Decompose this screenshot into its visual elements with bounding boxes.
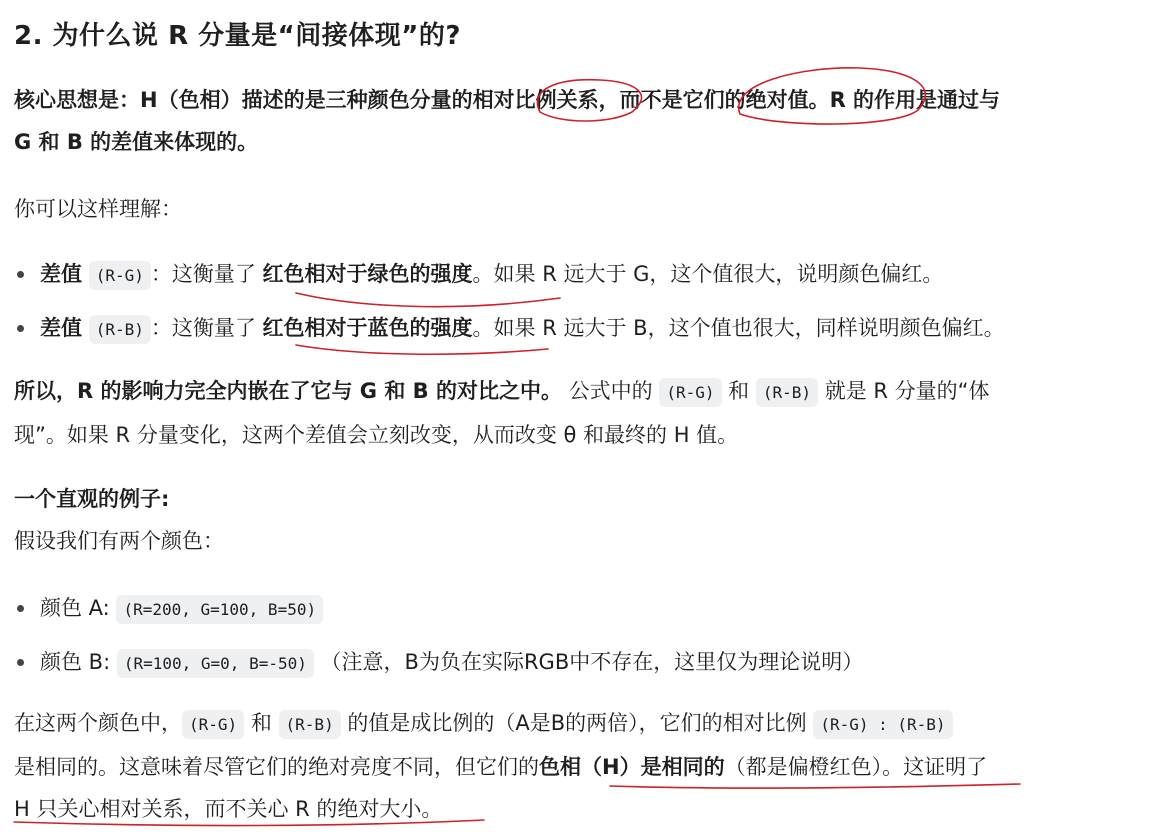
conclusion-paragraph <box>14 702 987 830</box>
example-intro: 假设我们有两个颜色： <box>14 529 224 553</box>
inline-code: (R-B) <box>279 710 341 739</box>
list-item <box>14 248 1005 302</box>
section-heading: 2. 为什么说 R 分量是“间接体现”的? <box>14 21 461 51</box>
list-item <box>14 636 863 690</box>
item-colon: ：这衡量了 <box>150 262 263 286</box>
inline-code: (R-B) <box>756 378 818 407</box>
item-label: 差值 <box>40 262 82 286</box>
inline-code: (R-G) <box>89 261 151 290</box>
conclusion-p1: 在这两个颜色中， <box>14 711 182 735</box>
list-item <box>14 302 1005 356</box>
summary-strong: 所以，R 的影响力完全内嵌在了它与 G 和 B 的对比之中。 <box>14 379 562 403</box>
conclusion-l2d: 。这证明了 <box>882 755 988 779</box>
color-list <box>14 582 863 690</box>
core-idea-text-line2: G 和 B 的差值来体现的。 <box>14 130 259 154</box>
inline-code: (R-B) <box>89 315 151 344</box>
inline-code: (R-G) <box>659 378 721 407</box>
inline-code: (R-G) <box>182 710 244 739</box>
example-title: 一个直观的例子: <box>14 487 170 511</box>
list-item <box>14 582 863 636</box>
conclusion-p3: 的值是成比例的（A是B的两倍），它们的相对比例 <box>340 711 814 735</box>
summary-line2: 现”。如果 R 分量变化，这两个差值会立刻改变，从而改变 θ 和最终的 H 值。 <box>14 423 739 447</box>
bullet-dot <box>17 659 24 666</box>
bullet-dot <box>17 325 24 332</box>
summary-mid: 和 <box>721 379 756 403</box>
color-note: （注意，B为负在实际RGB中不存在，这里仅为理论说明） <box>313 650 864 674</box>
summary-post: 就是 R 分量的“体 <box>818 379 990 403</box>
conclusion-strong: 色相（H）是相同的 <box>539 755 725 779</box>
color-label: 颜色 B: <box>40 650 117 674</box>
item-label: 差值 <box>40 316 82 340</box>
core-idea-text: H（色相）描述的是三种颜色分量的相对比例关系，而不是它们的绝对值 <box>140 88 809 112</box>
item-rest: 。如果 R 远大于 B，这个值也很大，同样说明颜色偏红。 <box>472 316 1005 340</box>
item-rest: 。如果 R 远大于 G，这个值很大，说明颜色偏红。 <box>472 262 944 286</box>
bullet-dot <box>17 605 24 612</box>
intro-paragraph: 你可以这样理解： <box>14 197 182 221</box>
core-idea-text-cont: 。R 的作用是通过与 <box>808 88 1001 112</box>
summary-paragraph <box>14 370 990 456</box>
conclusion-l2c: （都是偏橙红色） <box>724 755 883 779</box>
core-idea-paragraph <box>14 79 1000 163</box>
color-label: 颜色 A: <box>40 596 117 620</box>
inline-code: (R=100, G=0, B=-50) <box>117 649 314 678</box>
conclusion-p2: 和 <box>244 711 279 735</box>
inline-code: (R-G) : (R-B) <box>813 710 952 739</box>
conclusion-line3: H 只关心相对关系，而不关心 R 的绝对大小。 <box>14 797 443 821</box>
difference-list <box>14 248 1005 356</box>
summary-pre: 公式中的 <box>561 379 660 403</box>
item-colon: ：这衡量了 <box>150 316 263 340</box>
bullet-dot <box>17 271 24 278</box>
item-strong: 红色相对于绿色的强度 <box>262 262 473 286</box>
conclusion-l2a: 是相同的。这意味着尽管它们的绝对亮度不同，但它们的 <box>14 755 539 779</box>
inline-code: (R=200, G=100, B=50) <box>116 595 323 624</box>
item-strong: 红色相对于蓝色的强度 <box>262 316 473 340</box>
core-idea-lead: 核心思想是： <box>14 88 140 112</box>
example-heading <box>14 478 224 562</box>
